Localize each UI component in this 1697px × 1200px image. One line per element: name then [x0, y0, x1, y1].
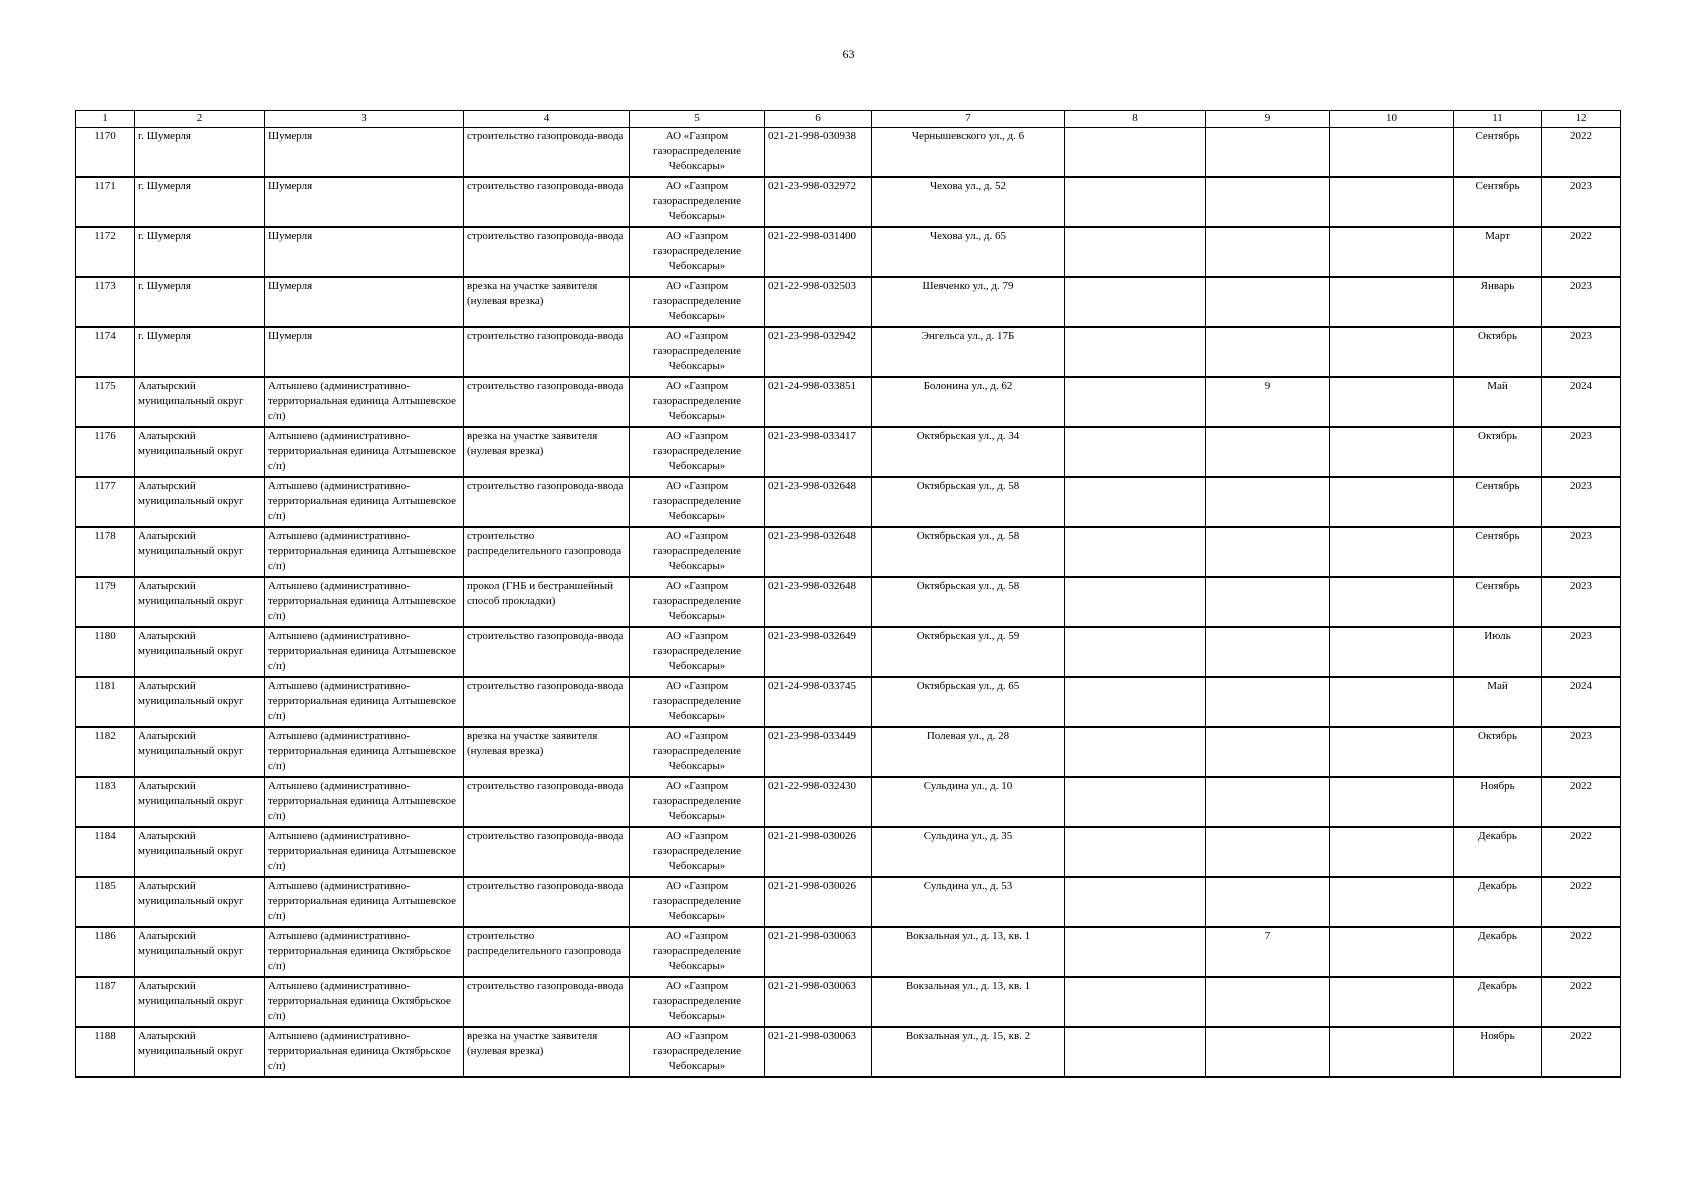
- cell-row-number: 1174: [76, 327, 135, 377]
- table-row: [76, 177, 1621, 227]
- cell-month: Май: [1454, 377, 1542, 427]
- cell-col-9: [1206, 327, 1330, 377]
- column-header-7: 7: [872, 111, 1065, 128]
- cell-col-10: [1330, 827, 1454, 877]
- cell-work-type: врезка на участке заявителя (нулевая врезка): [464, 277, 630, 327]
- cell-municipality: Алатырский муниципальный округ: [135, 627, 265, 677]
- table-row: [76, 727, 1621, 777]
- cell-address: Шевченко ул., д. 79: [872, 277, 1065, 327]
- cell-col-9: [1206, 727, 1330, 777]
- cell-row-number: 1180: [76, 627, 135, 677]
- cell-settlement: Алтышево (административно-территориальная единица Алтышевское с/п): [265, 877, 464, 927]
- column-header-3: 3: [265, 111, 464, 128]
- column-number-row: [76, 111, 1621, 128]
- cell-year: 2023: [1542, 327, 1621, 377]
- cell-application-number: 021-21-998-030026: [765, 827, 872, 877]
- cell-work-type: врезка на участке заявителя (нулевая врезка): [464, 1027, 630, 1077]
- cell-municipality: Алатырский муниципальный округ: [135, 977, 265, 1027]
- cell-col-10: [1330, 327, 1454, 377]
- table-row: [76, 777, 1621, 827]
- cell-settlement: Алтышево (административно-территориальная единица Октябрьское с/п): [265, 1027, 464, 1077]
- cell-settlement: Алтышево (административно-территориальная единица Алтышевское с/п): [265, 577, 464, 627]
- cell-municipality: г. Шумерля: [135, 227, 265, 277]
- cell-col-9: [1206, 777, 1330, 827]
- table-row: [76, 1027, 1621, 1077]
- cell-col-9: [1206, 627, 1330, 677]
- cell-col-8: [1065, 827, 1206, 877]
- cell-work-type: врезка на участке заявителя (нулевая врезка): [464, 727, 630, 777]
- cell-row-number: 1182: [76, 727, 135, 777]
- table-row: [76, 577, 1621, 627]
- cell-month: Январь: [1454, 277, 1542, 327]
- cell-year: 2023: [1542, 277, 1621, 327]
- cell-work-type: строительство газопровода-ввода: [464, 128, 630, 178]
- cell-address: Октябрьская ул., д. 58: [872, 527, 1065, 577]
- cell-col-9: [1206, 1027, 1330, 1077]
- cell-col-8: [1065, 877, 1206, 927]
- cell-work-type: строительство распределительного газопровода: [464, 527, 630, 577]
- cell-col-10: [1330, 977, 1454, 1027]
- cell-application-number: 021-23-998-032648: [765, 477, 872, 527]
- cell-row-number: 1188: [76, 1027, 135, 1077]
- cell-municipality: г. Шумерля: [135, 128, 265, 178]
- table-row: [76, 277, 1621, 327]
- cell-row-number: 1187: [76, 977, 135, 1027]
- cell-address: Болонина ул., д. 62: [872, 377, 1065, 427]
- cell-col-10: [1330, 777, 1454, 827]
- cell-settlement: Алтышево (административно-территориальная единица Алтышевское с/п): [265, 527, 464, 577]
- cell-organization: АО «Газпром газораспределение Чебоксары»: [630, 477, 765, 527]
- cell-municipality: Алатырский муниципальный округ: [135, 727, 265, 777]
- cell-col-10: [1330, 577, 1454, 627]
- cell-organization: АО «Газпром газораспределение Чебоксары»: [630, 777, 765, 827]
- cell-settlement: Алтышево (административно-территориальная единица Алтышевское с/п): [265, 777, 464, 827]
- cell-work-type: строительство газопровода-ввода: [464, 477, 630, 527]
- cell-row-number: 1173: [76, 277, 135, 327]
- cell-month: Октябрь: [1454, 427, 1542, 477]
- cell-settlement: Алтышево (административно-территориальная единица Алтышевское с/п): [265, 827, 464, 877]
- cell-year: 2023: [1542, 477, 1621, 527]
- cell-col-8: [1065, 377, 1206, 427]
- cell-address: Вокзальная ул., д. 15, кв. 2: [872, 1027, 1065, 1077]
- cell-year: 2023: [1542, 727, 1621, 777]
- cell-address: Октябрьская ул., д. 58: [872, 477, 1065, 527]
- cell-col-10: [1330, 177, 1454, 227]
- cell-year: 2022: [1542, 927, 1621, 977]
- cell-row-number: 1170: [76, 128, 135, 178]
- cell-application-number: 021-21-998-030026: [765, 877, 872, 927]
- cell-organization: АО «Газпром газораспределение Чебоксары»: [630, 727, 765, 777]
- cell-col-9: [1206, 677, 1330, 727]
- cell-work-type: строительство газопровода-ввода: [464, 777, 630, 827]
- cell-address: Чехова ул., д. 52: [872, 177, 1065, 227]
- cell-row-number: 1181: [76, 677, 135, 727]
- cell-municipality: Алатырский муниципальный округ: [135, 677, 265, 727]
- cell-application-number: 021-22-998-031400: [765, 227, 872, 277]
- cell-month: Декабрь: [1454, 927, 1542, 977]
- table-row: [76, 327, 1621, 377]
- cell-month: Сентябрь: [1454, 577, 1542, 627]
- cell-row-number: 1176: [76, 427, 135, 477]
- column-header-12: 12: [1542, 111, 1621, 128]
- cell-col-8: [1065, 427, 1206, 477]
- cell-col-10: [1330, 677, 1454, 727]
- cell-settlement: Алтышево (административно-территориальная единица Октябрьское с/п): [265, 927, 464, 977]
- cell-row-number: 1178: [76, 527, 135, 577]
- cell-col-8: [1065, 477, 1206, 527]
- cell-col-8: [1065, 527, 1206, 577]
- cell-settlement: Шумерля: [265, 128, 464, 178]
- cell-row-number: 1175: [76, 377, 135, 427]
- cell-year: 2022: [1542, 777, 1621, 827]
- cell-year: 2022: [1542, 977, 1621, 1027]
- cell-col-8: [1065, 128, 1206, 178]
- table-row: [76, 827, 1621, 877]
- cell-application-number: 021-22-998-032430: [765, 777, 872, 827]
- cell-col-8: [1065, 577, 1206, 627]
- cell-col-9: 9: [1206, 377, 1330, 427]
- cell-municipality: Алатырский муниципальный округ: [135, 527, 265, 577]
- cell-year: 2024: [1542, 377, 1621, 427]
- cell-application-number: 021-21-998-030938: [765, 128, 872, 178]
- cell-application-number: 021-23-998-032649: [765, 627, 872, 677]
- table-row: [76, 677, 1621, 727]
- cell-address: Октябрьская ул., д. 34: [872, 427, 1065, 477]
- cell-row-number: 1179: [76, 577, 135, 627]
- cell-work-type: строительство газопровода-ввода: [464, 977, 630, 1027]
- table-row: [76, 977, 1621, 1027]
- column-header-10: 10: [1330, 111, 1454, 128]
- cell-organization: АО «Газпром газораспределение Чебоксары»: [630, 677, 765, 727]
- cell-municipality: г. Шумерля: [135, 277, 265, 327]
- cell-row-number: 1186: [76, 927, 135, 977]
- cell-col-9: [1206, 527, 1330, 577]
- table-row: [76, 927, 1621, 977]
- cell-address: Энгельса ул., д. 17Б: [872, 327, 1065, 377]
- cell-address: Чернышевского ул., д. 6: [872, 128, 1065, 178]
- cell-work-type: строительство газопровода-ввода: [464, 327, 630, 377]
- cell-col-10: [1330, 128, 1454, 178]
- column-header-8: 8: [1065, 111, 1206, 128]
- cell-year: 2023: [1542, 527, 1621, 577]
- cell-year: 2023: [1542, 427, 1621, 477]
- cell-address: Сульдина ул., д. 35: [872, 827, 1065, 877]
- cell-col-10: [1330, 527, 1454, 577]
- cell-col-9: [1206, 477, 1330, 527]
- cell-col-8: [1065, 677, 1206, 727]
- cell-month: Май: [1454, 677, 1542, 727]
- cell-col-8: [1065, 727, 1206, 777]
- cell-row-number: 1184: [76, 827, 135, 877]
- cell-col-9: [1206, 227, 1330, 277]
- cell-address: Сульдина ул., д. 10: [872, 777, 1065, 827]
- cell-application-number: 021-21-998-030063: [765, 977, 872, 1027]
- cell-col-9: [1206, 577, 1330, 627]
- cell-application-number: 021-22-998-032503: [765, 277, 872, 327]
- cell-col-10: [1330, 877, 1454, 927]
- cell-organization: АО «Газпром газораспределение Чебоксары»: [630, 977, 765, 1027]
- cell-col-8: [1065, 977, 1206, 1027]
- table-row: [76, 627, 1621, 677]
- cell-organization: АО «Газпром газораспределение Чебоксары»: [630, 1027, 765, 1077]
- cell-col-8: [1065, 227, 1206, 277]
- column-header-11: 11: [1454, 111, 1542, 128]
- cell-month: Декабрь: [1454, 877, 1542, 927]
- cell-col-10: [1330, 727, 1454, 777]
- cell-address: Октябрьская ул., д. 59: [872, 627, 1065, 677]
- table-row: [76, 377, 1621, 427]
- table-row: [76, 877, 1621, 927]
- cell-work-type: строительство газопровода-ввода: [464, 377, 630, 427]
- column-header-6: 6: [765, 111, 872, 128]
- cell-organization: АО «Газпром газораспределение Чебоксары»: [630, 427, 765, 477]
- cell-col-8: [1065, 327, 1206, 377]
- cell-municipality: Алатырский муниципальный округ: [135, 427, 265, 477]
- cell-year: 2024: [1542, 677, 1621, 727]
- cell-address: Вокзальная ул., д. 13, кв. 1: [872, 927, 1065, 977]
- cell-settlement: Алтышево (административно-территориальная единица Алтышевское с/п): [265, 477, 464, 527]
- cell-year: 2022: [1542, 128, 1621, 178]
- cell-work-type: строительство газопровода-ввода: [464, 827, 630, 877]
- cell-application-number: 021-23-998-032972: [765, 177, 872, 227]
- column-header-1: 1: [76, 111, 135, 128]
- cell-year: 2023: [1542, 627, 1621, 677]
- column-header-2: 2: [135, 111, 265, 128]
- cell-settlement: Шумерля: [265, 227, 464, 277]
- cell-col-9: [1206, 277, 1330, 327]
- cell-settlement: Шумерля: [265, 177, 464, 227]
- cell-application-number: 021-23-998-033417: [765, 427, 872, 477]
- table-row: [76, 128, 1621, 178]
- cell-organization: АО «Газпром газораспределение Чебоксары»: [630, 827, 765, 877]
- cell-organization: АО «Газпром газораспределение Чебоксары»: [630, 277, 765, 327]
- cell-row-number: 1185: [76, 877, 135, 927]
- cell-settlement: Алтышево (административно-территориальная единица Алтышевское с/п): [265, 427, 464, 477]
- cell-col-10: [1330, 377, 1454, 427]
- cell-month: Март: [1454, 227, 1542, 277]
- cell-municipality: Алатырский муниципальный округ: [135, 877, 265, 927]
- cell-settlement: Шумерля: [265, 277, 464, 327]
- cell-work-type: строительство газопровода-ввода: [464, 227, 630, 277]
- cell-organization: АО «Газпром газораспределение Чебоксары»: [630, 527, 765, 577]
- cell-settlement: Алтышево (административно-территориальная единица Алтышевское с/п): [265, 677, 464, 727]
- cell-month: Ноябрь: [1454, 1027, 1542, 1077]
- cell-year: 2023: [1542, 577, 1621, 627]
- cell-year: 2022: [1542, 877, 1621, 927]
- cell-year: 2023: [1542, 177, 1621, 227]
- table-row: [76, 477, 1621, 527]
- cell-col-9: 7: [1206, 927, 1330, 977]
- cell-address: Сульдина ул., д. 53: [872, 877, 1065, 927]
- cell-municipality: Алатырский муниципальный округ: [135, 927, 265, 977]
- column-header-9: 9: [1206, 111, 1330, 128]
- cell-application-number: 021-21-998-030063: [765, 1027, 872, 1077]
- cell-col-8: [1065, 1027, 1206, 1077]
- cell-settlement: Алтышево (административно-территориальная единица Октябрьское с/п): [265, 977, 464, 1027]
- cell-col-8: [1065, 927, 1206, 977]
- cell-settlement: Алтышево (административно-территориальная единица Алтышевское с/п): [265, 627, 464, 677]
- cell-month: Июль: [1454, 627, 1542, 677]
- cell-work-type: строительство распределительного газопровода: [464, 927, 630, 977]
- cell-work-type: строительство газопровода-ввода: [464, 627, 630, 677]
- cell-organization: АО «Газпром газораспределение Чебоксары»: [630, 177, 765, 227]
- cell-year: 2022: [1542, 827, 1621, 877]
- cell-work-type: врезка на участке заявителя (нулевая врезка): [464, 427, 630, 477]
- cell-month: Сентябрь: [1454, 128, 1542, 178]
- cell-address: Вокзальная ул., д. 13, кв. 1: [872, 977, 1065, 1027]
- cell-month: Сентябрь: [1454, 177, 1542, 227]
- cell-col-9: [1206, 877, 1330, 927]
- cell-municipality: Алатырский муниципальный округ: [135, 477, 265, 527]
- cell-col-9: [1206, 427, 1330, 477]
- cell-col-10: [1330, 427, 1454, 477]
- cell-application-number: 021-23-998-032648: [765, 577, 872, 627]
- cell-col-10: [1330, 927, 1454, 977]
- cell-month: Сентябрь: [1454, 527, 1542, 577]
- column-header-4: 4: [464, 111, 630, 128]
- cell-month: Декабрь: [1454, 977, 1542, 1027]
- cell-year: 2022: [1542, 227, 1621, 277]
- cell-organization: АО «Газпром газораспределение Чебоксары»: [630, 577, 765, 627]
- cell-col-10: [1330, 227, 1454, 277]
- table-row: [76, 427, 1621, 477]
- cell-organization: АО «Газпром газораспределение Чебоксары»: [630, 327, 765, 377]
- cell-municipality: г. Шумерля: [135, 177, 265, 227]
- cell-col-8: [1065, 777, 1206, 827]
- cell-municipality: Алатырский муниципальный округ: [135, 1027, 265, 1077]
- cell-address: Полевая ул., д. 28: [872, 727, 1065, 777]
- cell-month: Декабрь: [1454, 827, 1542, 877]
- column-header-5: 5: [630, 111, 765, 128]
- cell-month: Октябрь: [1454, 327, 1542, 377]
- cell-row-number: 1177: [76, 477, 135, 527]
- table-body: [76, 128, 1621, 1078]
- cell-application-number: 021-23-998-032648: [765, 527, 872, 577]
- table-row: [76, 227, 1621, 277]
- cell-col-10: [1330, 627, 1454, 677]
- cell-month: Ноябрь: [1454, 777, 1542, 827]
- cell-row-number: 1171: [76, 177, 135, 227]
- cell-col-10: [1330, 1027, 1454, 1077]
- cell-application-number: 021-23-998-033449: [765, 727, 872, 777]
- cell-municipality: Алатырский муниципальный округ: [135, 827, 265, 877]
- cell-address: Октябрьская ул., д. 58: [872, 577, 1065, 627]
- cell-year: 2022: [1542, 1027, 1621, 1077]
- table-row: [76, 527, 1621, 577]
- cell-municipality: г. Шумерля: [135, 327, 265, 377]
- cell-application-number: 021-24-998-033851: [765, 377, 872, 427]
- cell-col-9: [1206, 827, 1330, 877]
- cell-work-type: строительство газопровода-ввода: [464, 177, 630, 227]
- cell-col-10: [1330, 277, 1454, 327]
- cell-address: Чехова ул., д. 65: [872, 227, 1065, 277]
- cell-month: Октябрь: [1454, 727, 1542, 777]
- cell-work-type: строительство газопровода-ввода: [464, 877, 630, 927]
- cell-settlement: Шумерля: [265, 327, 464, 377]
- cell-address: Октябрьская ул., д. 65: [872, 677, 1065, 727]
- cell-col-8: [1065, 627, 1206, 677]
- cell-application-number: 021-23-998-032942: [765, 327, 872, 377]
- cell-organization: АО «Газпром газораспределение Чебоксары»: [630, 128, 765, 178]
- cell-municipality: Алатырский муниципальный округ: [135, 777, 265, 827]
- cell-month: Сентябрь: [1454, 477, 1542, 527]
- cell-application-number: 021-24-998-033745: [765, 677, 872, 727]
- gasification-registry-table: [75, 110, 1621, 1078]
- cell-organization: АО «Газпром газораспределение Чебоксары»: [630, 927, 765, 977]
- cell-col-8: [1065, 177, 1206, 227]
- cell-application-number: 021-21-998-030063: [765, 927, 872, 977]
- cell-col-10: [1330, 477, 1454, 527]
- cell-work-type: прокол (ГНБ и бестраншейный способ прокладки): [464, 577, 630, 627]
- cell-municipality: Алатырский муниципальный округ: [135, 377, 265, 427]
- cell-col-9: [1206, 128, 1330, 178]
- cell-organization: АО «Газпром газораспределение Чебоксары»: [630, 377, 765, 427]
- cell-municipality: Алатырский муниципальный округ: [135, 577, 265, 627]
- page-number: 63: [842, 47, 855, 61]
- cell-row-number: 1183: [76, 777, 135, 827]
- cell-col-9: [1206, 977, 1330, 1027]
- cell-organization: АО «Газпром газораспределение Чебоксары»: [630, 627, 765, 677]
- cell-work-type: строительство газопровода-ввода: [464, 677, 630, 727]
- cell-row-number: 1172: [76, 227, 135, 277]
- cell-organization: АО «Газпром газораспределение Чебоксары»: [630, 227, 765, 277]
- cell-settlement: Алтышево (административно-территориальная единица Алтышевское с/п): [265, 377, 464, 427]
- cell-col-9: [1206, 177, 1330, 227]
- cell-col-8: [1065, 277, 1206, 327]
- cell-organization: АО «Газпром газораспределение Чебоксары»: [630, 877, 765, 927]
- cell-settlement: Алтышево (административно-территориальная единица Алтышевское с/п): [265, 727, 464, 777]
